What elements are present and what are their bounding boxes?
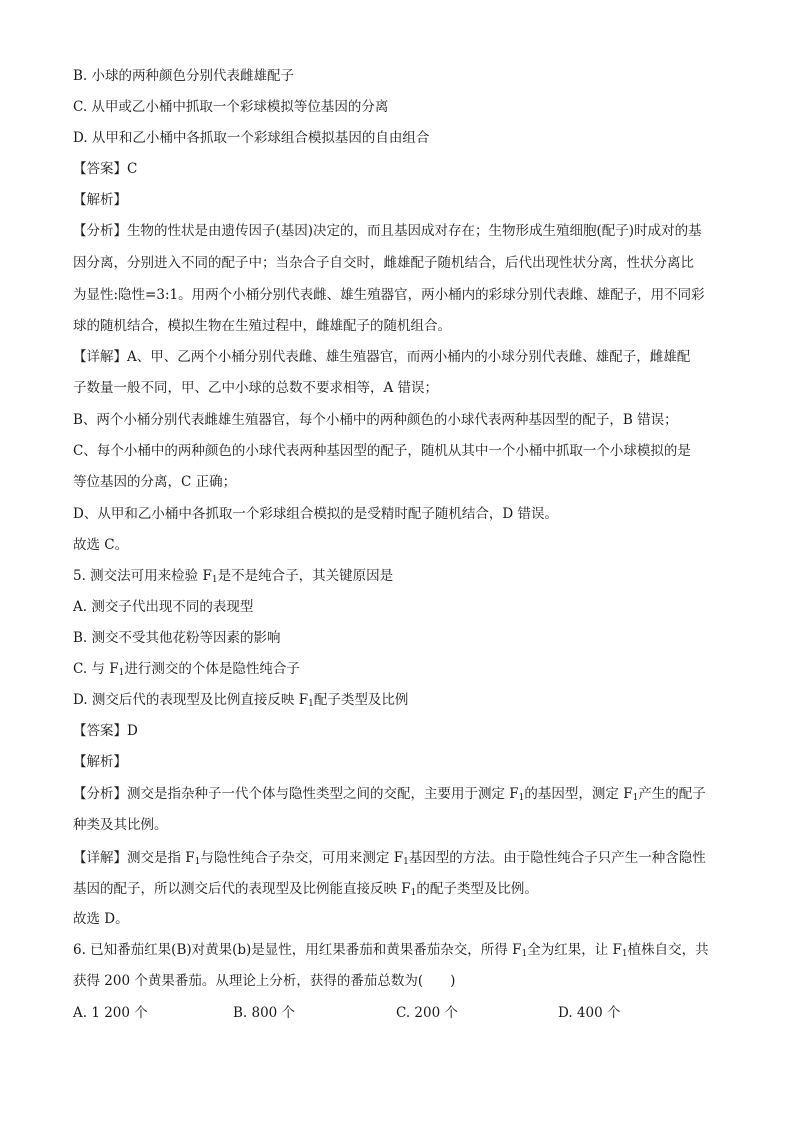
q4-fenxi-line-4: 球的随机结合，模拟生物在生殖过程中，雌雄配子的随机组合。 [73, 318, 451, 334]
q5-answer-line [73, 721, 138, 741]
q5-option-d-text-b: 配子类型及比例 [313, 692, 409, 708]
q6-option-d: D. 400 个 [558, 1005, 621, 1021]
q5-xiangjie-sub-3: 1 [410, 888, 417, 898]
xiangjie-tag: 【详解】 [73, 850, 127, 866]
q4-xiangjie-line-6: D、从甲和乙小桶中各抓取一个彩球组合模拟的是受精时配子随机结合，D 错误。 [73, 506, 558, 522]
q5-option-c-text-a: C. 与 F [73, 661, 119, 677]
q5-xiangjie-text-2b: 的配子类型及比例。 [416, 881, 538, 897]
q4-answer-line [73, 159, 137, 179]
q5-xiangjie-text-2a: 基因的配子，所以测交后代的表现型及比例能直接反映 F [73, 881, 411, 897]
q4-xiangjie-line-2: 子数量一般不同，甲、乙中小球的总数不要求相等，A 错误； [73, 380, 439, 396]
q4-fenxi-text-1: 生物的性状是由遗传因子(基因)决定的，而且基因成对存在；生物形成生殖细胞(配子)时成对的基 [127, 223, 702, 239]
q5-fenxi-sub-2: 1 [632, 793, 639, 803]
q4-xiangjie-line-3: B、两个小桶分别代表雌雄生殖器官，每个小桶中的两种颜色的小球代表两种基因型的配子，B 错误； [73, 412, 678, 428]
q6-option-b: B. 800 个 [233, 1005, 296, 1021]
answer-tag: 【答案】 [73, 723, 127, 739]
q5-xiangjie-sub-2: 1 [403, 857, 409, 867]
q6-option-a: A. 1 200 个 [73, 1005, 148, 1021]
q5-xiangjie-text-1b: 与隐性纯合子杂交，可用来测定 F [200, 850, 404, 866]
q5-stem-text-b: 是不是纯合子，其关键原因是 [217, 568, 394, 584]
q6-stem-text-1b: 全为红果，让 F [527, 942, 622, 958]
q5-fenxi-line-2: 种类及其比例。 [73, 817, 168, 833]
q5-fenxi-sub-1: 1 [518, 793, 525, 803]
q5-option-c-sub: 1 [118, 668, 125, 678]
q5-option-d-sub: 1 [308, 699, 314, 709]
q4-option-b: B. 小球的两种颜色分别代表雌雄配子 [73, 68, 295, 84]
q6-stem-sub-2: 1 [621, 949, 628, 959]
q6-stem-line-2: 获得 200 个黄果番茄。从理论上分析，获得的番茄总数为( ) [73, 973, 456, 989]
q5-option-d-text-a: D. 测交后代的表现型及比例直接反映 F [73, 692, 309, 708]
fenxi-tag: 【分析】 [73, 786, 127, 802]
q4-conclusion: 故选 C。 [73, 537, 129, 553]
q5-fenxi-text-1a: 测交是指杂种子一代个体与隐性类型之间的交配，主要用于测定 F [127, 786, 519, 802]
q6-option-c: C. 200 个 [396, 1005, 458, 1021]
q5-stem [73, 566, 393, 586]
q6-stem-text-1c: 植株自交，共 [627, 942, 709, 958]
q5-fenxi-text-1c: 产生的配子 [638, 786, 706, 802]
q6-stem-line-1 [73, 940, 709, 960]
q5-option-c-text-b: 进行测交的个体是隐性纯合子 [124, 661, 300, 677]
q6-stem-sub-1: 1 [521, 949, 528, 959]
q5-option-a: A. 测交子代出现不同的表现型 [73, 599, 254, 615]
q4-option-d: D. 从甲和乙小桶中各抓取一个彩球组合模拟基因的自由组合 [73, 130, 430, 146]
q5-option-c [73, 659, 300, 679]
q5-fenxi-text-1b: 的基因型，测定 F [524, 786, 633, 802]
q4-analysis-tag: 【解析】 [73, 192, 127, 208]
q5-xiangjie-line-2 [73, 879, 538, 899]
q4-xiangjie-text-1: A、甲、乙两个小桶分别代表雌、雄生殖器官，而两小桶内的小球分别代表雌、雄配子，雌雄配 [127, 349, 691, 365]
q6-stem-text-1a: 6. 已知番茄红果(B)对黄果(b)是显性，用红果番茄和黄果番茄杂交，所得 F [73, 942, 522, 958]
q4-fenxi-line-2: 因分离，分别进入不同的配子中；当杂合子自交时，雌雄配子随机结合，后代出现性状分离，性状分离比 [73, 255, 694, 271]
answer-tag: 【答案】 [73, 161, 127, 177]
q4-xiangjie-line-1 [73, 347, 690, 367]
q5-answer: D [127, 723, 138, 739]
q5-xiangjie-text-1c: 基因型的方法。由于隐性纯合子只产生一种含隐性 [408, 850, 706, 866]
q4-xiangjie-line-5: 等位基因的分离，C 正确； [73, 474, 237, 490]
q5-fenxi-line-1 [73, 784, 706, 804]
q4-fenxi-line-3: 为显性:隐性=3:1。用两个小桶分别代表雌、雄生殖器官，两小桶内的彩球分别代表雌、雄配子，用不同彩 [73, 287, 705, 303]
q5-stem-sub: 1 [211, 575, 218, 585]
q5-option-b: B. 测交不受其他花粉等因素的影响 [73, 630, 281, 646]
xiangjie-tag: 【详解】 [73, 349, 127, 365]
q5-analysis-tag: 【解析】 [73, 754, 127, 770]
q4-xiangjie-line-4: C、每个小桶中的两种颜色的小球代表两种基因型的配子，随机从其中一个小桶中抓取一个小球模拟的是 [73, 443, 691, 459]
q5-option-d [73, 690, 408, 710]
fenxi-tag: 【分析】 [73, 223, 127, 239]
q5-conclusion: 故选 D。 [73, 911, 129, 927]
q4-answer: C [127, 161, 138, 177]
q4-fenxi-line-1 [73, 221, 702, 241]
q5-xiangjie-text-1a: 测交是指 F [127, 850, 195, 866]
q5-xiangjie-sub-1: 1 [194, 857, 201, 867]
q4-option-c: C. 从甲或乙小桶中抓取一个彩球模拟等位基因的分离 [73, 99, 389, 115]
q5-stem-text-a: 5. 测交法可用来检验 F [73, 568, 212, 584]
q5-xiangjie-line-1 [73, 848, 706, 868]
